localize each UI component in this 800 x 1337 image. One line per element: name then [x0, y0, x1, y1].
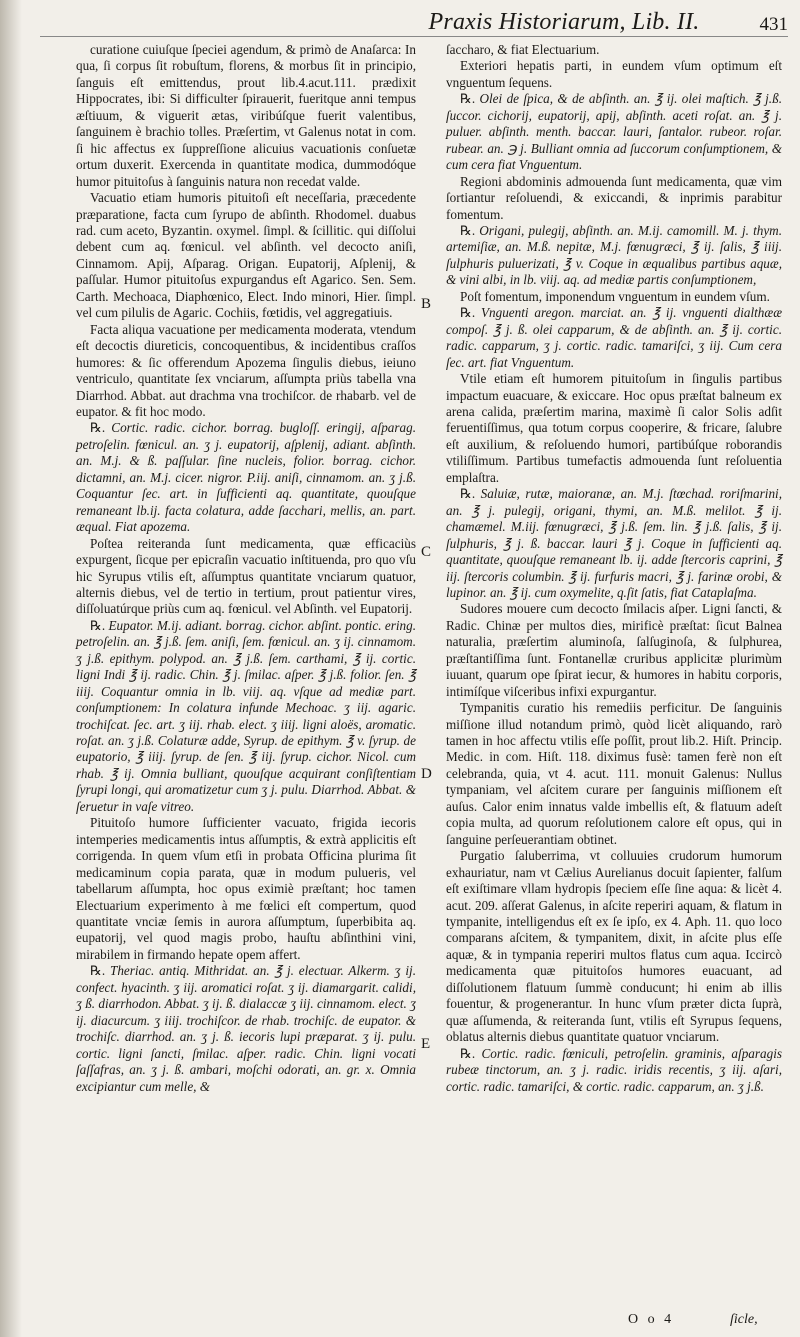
paragraph: Vtile etiam eſt humorem pituitoſum in ſingulis partibus impactum euacuare, & exiccare. Hoc opus præſtat balneum ex arena calida, præſertim marina, maximè ſi calor Solis adſit feruentiſſimus, qua totum corpus cooperire, & fricare, ſalubre eſt auxilium, & reſoluendo humori, partibúſque roborandis vtiliſſimum. Partibus tumefactis admouenda ſunt reſoluentia emplaſtra.	[446, 371, 782, 485]
paragraph: Pituitoſo humore ſufficienter vacuato, frigida iecoris intemperies medicamentis intus aſſumptis, & extrà applicitis eſt corrigenda. In quem vſum etſi in probata Officina plurima ſit medicaminum copia parata, quæ in modum pulueris, vel tabellarum aſſumpta, hoc opus eximiè præſtant; hoc tamen Electuarium experimento à me fœlici eſt compertum, quod quantitate vnciæ ſemis in aurora aſſumptum, ſuperbibita aq. eupatorij, vel quod magis probo, hauſtu abſinthini vini, mirabilem in firmando hepate opem affert.	[76, 815, 416, 962]
recipe-paragraph: ℞. Cortic. radic. fœniculi, petroſelin. graminis, aſparagis rubeæ tinctorum, an. ʒ j. radic. iridis recentis, ʒ iij. aſari, cortic. radic. tamariſci, & cortic. radic. capparum, an. ʒ j.ß.	[446, 1045, 782, 1094]
page-fold-shadow	[0, 0, 22, 1337]
paragraph: Poſt fomentum, imponendum vnguentum in eundem vſum.	[460, 288, 770, 304]
recipe-paragraph: ℞. Saluiæ, rutæ, maioranæ, an. M.j. ſtœchad. roriſmarini, an. ℥ j. pulegij, origani, thymi, an. M.ß. melilot. ℥ ij. chamæmel. M.iij. fœnugræci, ℥ j.ß. ſem. lin. ℥ j.ß. ſalis, ℥ ij. ſulphuris, ℥ j. ß. baccar. lauri ℥ j. Coque in ſufficienti aq. quantitate, quouſque remaneant lb. ij. adde ſtercoris caprini, ℥ iij. ſtercoris columbin. ℥ ij. furfuris macri, ℥ j. farinæ orobi, & lupinor. an. ℥ ij. cum oxymelite, q.ſit ſatis, fiat Cataplaſma.	[446, 486, 782, 600]
margin-letter-c: C	[421, 544, 432, 560]
running-title: Praxis Historiarum, Lib. II.	[428, 9, 700, 35]
signature-mark: O o 4	[628, 1312, 675, 1327]
paragraph: ſaccharo, & fiat Electuarium.	[446, 42, 600, 57]
recipe-paragraph: ℞. Olei de ſpica, & de abſinth. an. ℥ ij. olei maſtich. ℥ j.ß. ſuccor. cichorij, eupatorij, apij, abſinth. aceti roſat. an. ℥ j. puluer. abſinth. menth. baccar. lauri, ſantalor. rubeor. roſar. rubear. an. ℈ j. Bulliant omnia ad ſuccorum conſumptionem, & cum cera fiat Vnguentum.	[446, 91, 782, 173]
paragraph: Sudores mouere cum decocto ſmilacis aſper. Ligni ſancti, & Radic. Chinæ per multos dies, mirificè præſtat: ſicut Balnea naturalia, præſertim aluminoſa, ſalſuginoſa, & ſulphurea, præſtantiſſima ſunt. Fontanellæ cruribus applicitæ plurimùm iuuant, quarum ope ſpirat iecur, & humores in habitu corporis, intimíſque viſceribus infixi expurgantur.	[446, 601, 782, 699]
recipe-paragraph: ℞. Theriac. antiq. Mithridat. an. ℥ j. electuar. Alkerm. ʒ ij. confect. hyacinth. ʒ iij. aromatici roſat. ʒ ij. diamargarit. calidi, ʒ ß. diarrhodon. Abbat. ʒ ij. ß. dialaccæ ʒ iij. cinnamom. elect. ʒ ij. diacurcum. ʒ iiij. trochiſcor. de rhab. trochiſc. de eupator. & trochiſc. diarrhod. an. ʒ j. ß. iecoris lupi præparat. ʒ ij. pulu. cortic. ligni ſancti, ſmilac. aſper. radic. Chin. ligni vocati ſaſſafras, an. ʒ j. ß. ambari, moſchi odorati, an. gr. x. Omnia excipiantur cum melle, &	[76, 963, 416, 1094]
page-header	[40, 2, 788, 37]
page-footer	[0, 1312, 800, 1332]
recipe-paragraph: ℞. Vnguenti aregon. marciat. an. ℥ ij. vnguenti dialthææ compoſ. ℥ j. ß. olei capparum, & de abſinth. an. ℥ ij. cortic. radic. capparum, ʒ j. cortic. radic. tamariſci, ʒ iij. Cum cera ſec. art. fiat Vnguentum.	[446, 305, 782, 370]
page-number: 431	[759, 14, 788, 35]
paragraph: Exteriori hepatis parti, in eundem vſum optimum eſt vnguentum ſequens.	[446, 58, 782, 90]
right-column	[446, 42, 782, 1095]
paragraph: Purgatio ſaluberrima, vt colluuies crudorum humorum exhauriatur, nam vt Cælius Aurelianus docuit ſapienter, falſum eſt exiſtimare vllam hydropis ſpeciem eſſe ſine aqua: & licèt 4. acut. 209. aſſerat Galenus, in aſcite reperiri aquam, & flatum in tympanite, intelligendus eſt ex ſe ipſo, ex 4. Aph. 11. quo loco comparans aſcitem, & tympanitem, dixit, in aſcite plus eſſe aquæ, & in tympania reperiri multos flatus cum aqua. Iccircò medicamenta quæ pituitoſos humores euacuant, ad diſſolutionem flatuum ſummè conducunt; hi enim ab illis fouentur, & progenerantur. In hunc vſum præter dicta ſuprà, quæ aſſumenda, & reiteranda ſunt, vtilis eſt Syrupus ſequens, oblatus alternis diebus quantitate quatuor vnciarum.	[446, 848, 782, 1045]
paragraph: Facta aliqua vacuatione per medicamenta moderata, vtendum eſt decoctis diureticis, concoquentibus, & incidentibus craſſos humores: & ſic offerendum Apozema ſingulis diebus, ieiuno ventriculo, quantitate ſex vnciarum, aſſumpta priùs tabella vna Diarrhod. Abbat. aut drachma vna trochiſcor. de rhabarb. vel de eupator. & fit hoc modo.	[76, 321, 416, 419]
left-column	[76, 42, 416, 1095]
recipe-paragraph: ℞. Cortic. radic. cichor. borrag. bugloſſ. eringij, aſparag. petroſelin. fœnicul. an. ʒ j. eupatorij, aſplenij, adiant. abſinth. an. M.j. & ß. paſſular. ſine nucleis, folior. borrag. cichor. dictamni, an. M.j. cicer. nigror. P.iij. aniſi, cinnamom. an. ʒ j.ß. Coquantur ſec. art. in ſufficienti aq. quantitate, quouſque remaneant lb.ij. facta colatura, adde ſacchari, mellis, an. part. æqual. Fiat apozema.	[76, 420, 416, 535]
catchword: ſicle,	[730, 1312, 758, 1327]
paragraph: Vacuatio etiam humoris pituitoſi eſt neceſſaria, præcedente præparatione, facta cum ſyrupo de abſinth. Rhodomel. duabus rad. cum aceto, Byzantin. oxymel. ſimpl. & ſcillitic. qui diſſolui debent cum aq. fœnicul. vel abſinth. vel decocto aniſi, Cinnamom. Apij, Aſparag. Origan. Eupatorij, Aſplenij, & paſſular. Humor pituitoſus expurgandus eſt Agarico. Sen. Sem. Carth. Mechoaca, Diaphœnico, Elect. Indo minori, Hier. ſimpl. vel cum pilulis de Agaric. Cochiis, fœtidis, vel aggregatiuis.	[76, 190, 416, 321]
margin-letter-d: D	[421, 766, 432, 782]
paragraph: curatione cuiuſque ſpeciei agendum, & primò de Anaſarca: In qua, ſi corpus ſit robuſtum, florens, & morbus ſit in principio, ſanguis eſt emittendus, prout lib.4.acut.111. prædixit Hippocrates, ibi: Si difficulter ſpirauerit, fueritque anni tempus æſtiuum, & viguerit ætas, viribúſque fuerit valentibus, ſanguinem è brachio tolles. Præſertim, vt Galenus notat in com. ſi hic affectus ex ſuppreſſione alicuius vacuationis conſuetæ ortum duxerit. Exercenda in quantitate modica, dummodóque humor pituitoſus à ſanguinis natura non recedat valde.	[76, 42, 416, 189]
recipe-paragraph: ℞. Eupator. M.ij. adiant. borrag. cichor. abſint. pontic. ering. petroſelin. an. ℥ j.ß. ſem. aniſi, ſem. fœnicul. an. ʒ ij. cinnamom. ʒ j.ß. epithym. polypod. an. ℥ j.ß. ſem. carthami, ℥ ij. cortic. ligni Indi ℥ ij. radic. Chin. ℥ j. ſmilac. aſper. ℥ j.ß. folior. ſen. ℥ iiij. Coquantur omnia in lb. viij. aq. vſque ad mediæ part. conſumptionem: In colatura infunde Mechoac. ʒ iij. agaric. trochiſcat. ſec. art. ʒ iij. rhab. elect. ʒ iiij. ligni aloës, aromatic. roſat. an. ʒ j.ß. Colaturæ adde, Syrup. de epithym. ℥ v. ſyrup. de eupatorio, ℥ iiij. ſyrup. de ſen. ℥ iij. ſyrup. cichor. Nicol. cum rhab. ℥ ij. Omnia bulliant, quouſque acquirant conſiſtentiam ſyrupi longi, qui aromatizetur cum ʒ j. pulu. Diarrhod. Abbat. & ſeruetur in vaſe vitreo.	[76, 617, 416, 814]
paragraph: Poſtea reiteranda ſunt medicamenta, quæ efficaciùs expurgent, ſicque per epicraſin vacuatio inſtituenda, pro quo vſu hic Syrupus vtilis eſt, aſſumptus quantitate vnciarum quatuor, alternis diebus, vel de tertio in tertium, prout patientur vires, diſſoluatúrque priùs cum aq. fœnicul. vel Abſinth. vel Eupatorij.	[76, 535, 416, 617]
margin-letter-b: B	[421, 296, 432, 312]
margin-letter-e: E	[421, 1036, 431, 1052]
paragraph: Tympanitis curatio his remediis perficitur. De ſanguinis miſſione illud notandum primò, quòd licèt aliquando, rarò tamen in hoc affectu vtilis eſſe poſſit, prout lib.2. Hiſt. Princip. Medic. in com. Hiſt. 118. diximus fusè: tamen ferè non eſt celebranda, quia, vt 4. acut. 111. monuit Galenus: Nullus tympaniam, vel aſcitem curare per ſanguinis miſſionem eſt auſus. Calor enim innatus valde imbellis eſt, & flatuum adeſt copia multa, ad quorum reſolutionem calore eſt opus, qui in ſanguine perſeuerantiam obtinet.	[446, 700, 782, 847]
paragraph: Regioni abdominis admouenda ſunt medicamenta, quæ vim ſortiantur reſoluendi, & exiccandi, & inprimis parabitur fomentum.	[446, 173, 782, 222]
recipe-paragraph: ℞. Origani, pulegij, abſinth. an. M.ij. camomill. M. j. thym. artemiſiæ, an. M.ß. nepitæ, M.j. fœnugræci, ℥ ij. ſalis, ℥ iiij. ſulphuris puluerizati, ℥ v. Coque in æqualibus partibus aquæ, & vini albi, in lb. viij. aq. ad mediæ partis conſumptionem,	[446, 222, 782, 288]
